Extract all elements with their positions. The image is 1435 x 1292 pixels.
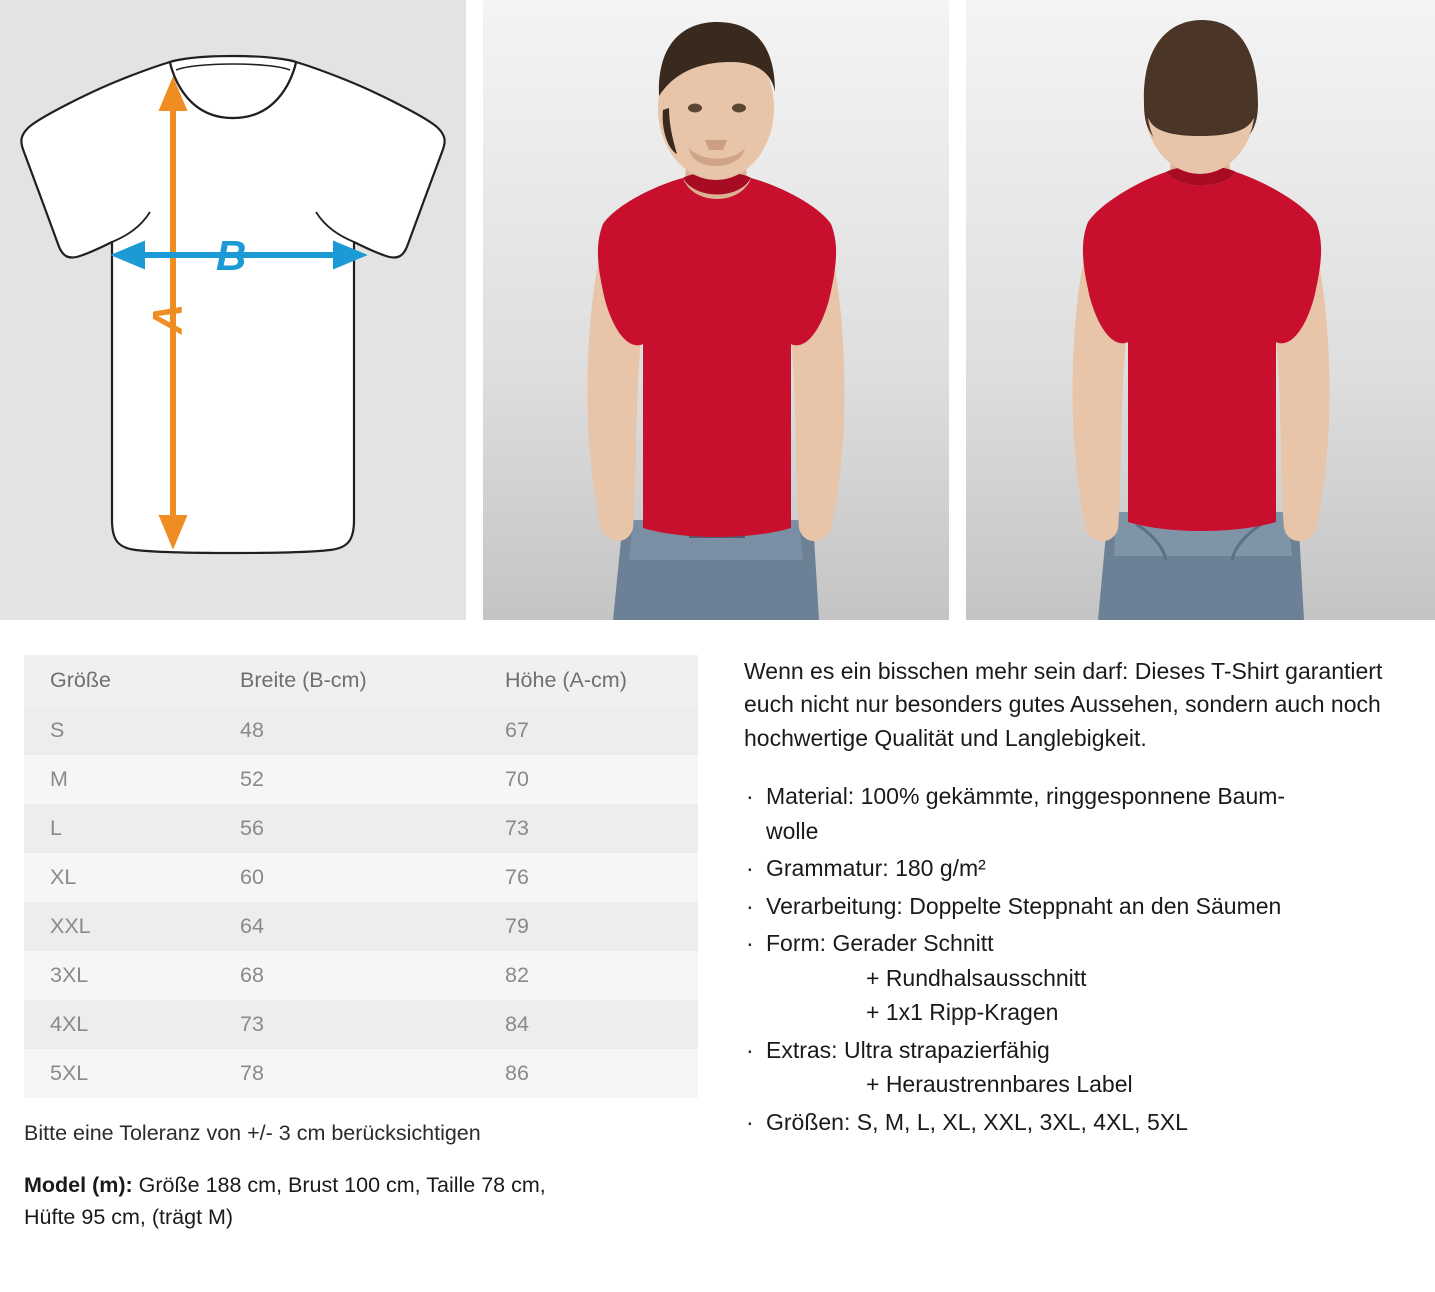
bullet-icon: · (746, 783, 754, 810)
cell-height: 67 (479, 706, 698, 755)
table-row (24, 804, 698, 853)
feature-material: Material: 100% gekämmte, ringgesponnene Baum- (766, 783, 1286, 810)
bullet-icon: · (746, 1036, 754, 1063)
size-table-column (0, 655, 720, 1234)
cell-width: 78 (214, 1049, 479, 1098)
bullet-icon: · (746, 855, 754, 882)
cell-width: 73 (214, 1000, 479, 1049)
shirt-schematic-panel (0, 0, 466, 620)
feature-weight: Grammatur: 180 g/m² (766, 855, 986, 882)
height-label: A (144, 303, 191, 334)
cell-height: 82 (479, 951, 698, 1000)
feature-material-wrap: wolle (766, 817, 819, 844)
table-row (24, 853, 698, 902)
table-header-width: Breite (B-cm) (214, 655, 479, 706)
cell-height: 70 (479, 755, 698, 804)
table-row (24, 706, 698, 755)
cell-size: XL (24, 853, 214, 902)
model-line2: Hüfte 95 cm, (trägt M) (24, 1205, 234, 1230)
feature-extras: Extras: Ultra strapazierfähig (766, 1036, 1050, 1063)
table-row (24, 755, 698, 804)
feature-form-sub1: + Rundhalsausschnitt (866, 964, 1087, 991)
cell-size: L (24, 804, 214, 853)
model-back-photo (966, 0, 1435, 620)
cell-height: 73 (479, 804, 698, 853)
table-row (24, 1000, 698, 1049)
list-item (744, 779, 1427, 848)
width-label: B (216, 232, 247, 279)
cell-size: 4XL (24, 1000, 214, 1049)
feature-form: Form: Gerader Schnitt (766, 930, 994, 957)
bullet-icon: · (746, 892, 754, 919)
tshirt-diagram (0, 0, 466, 620)
cell-size: 3XL (24, 951, 214, 1000)
details-section (0, 655, 1435, 1234)
feature-processing: Verarbeitung: Doppelte Steppnaht an den Säumen (766, 892, 1282, 919)
table-header-row (24, 655, 698, 706)
description-intro: Wenn es ein bisschen mehr sein darf: Dieses T-Shirt garantiert euch nicht nur besonders gutes Aussehen, sondern auch noch hochwertige Qualität und Langlebigkeit. (744, 658, 1383, 751)
cell-height: 86 (479, 1049, 698, 1098)
table-header-size: Größe (24, 655, 214, 706)
list-item (744, 889, 1427, 924)
cell-height: 79 (479, 902, 698, 951)
table-row (24, 1049, 698, 1098)
list-item (744, 1105, 1427, 1140)
model-info (24, 1169, 720, 1234)
tolerance-note: Bitte eine Toleranz von +/- 3 cm berücksichtigen (24, 1121, 481, 1145)
table-row (24, 951, 698, 1000)
model-front-photo (483, 0, 949, 620)
bullet-icon: · (746, 1108, 754, 1135)
table-row (24, 902, 698, 951)
cell-width: 56 (214, 804, 479, 853)
cell-width: 64 (214, 902, 479, 951)
model-label: Model (m): (24, 1173, 133, 1198)
cell-width: 48 (214, 706, 479, 755)
cell-width: 52 (214, 755, 479, 804)
feature-sizes: Größen: S, M, L, XL, XXL, 3XL, 4XL, 5XL (766, 1108, 1188, 1135)
list-item (744, 1033, 1427, 1102)
cell-size: 5XL (24, 1049, 214, 1098)
cell-size: XXL (24, 902, 214, 951)
cell-width: 60 (214, 853, 479, 902)
feature-extras-sub1: + Heraustrennbares Label (866, 1071, 1133, 1098)
list-item (744, 851, 1427, 886)
cell-height: 76 (479, 853, 698, 902)
cell-size: S (24, 706, 214, 755)
size-table (24, 655, 698, 1098)
cell-height: 84 (479, 1000, 698, 1049)
cell-width: 68 (214, 951, 479, 1000)
cell-size: M (24, 755, 214, 804)
list-item (744, 926, 1427, 1030)
feature-form-sub2: + 1x1 Ripp-Kragen (866, 999, 1059, 1026)
product-image-row (0, 0, 1435, 620)
description-column (720, 655, 1435, 1234)
bullet-icon: · (746, 930, 754, 957)
feature-list (744, 779, 1427, 1139)
model-line1: Größe 188 cm, Brust 100 cm, Taille 78 cm, (132, 1173, 546, 1198)
table-header-height: Höhe (A-cm) (479, 655, 698, 706)
